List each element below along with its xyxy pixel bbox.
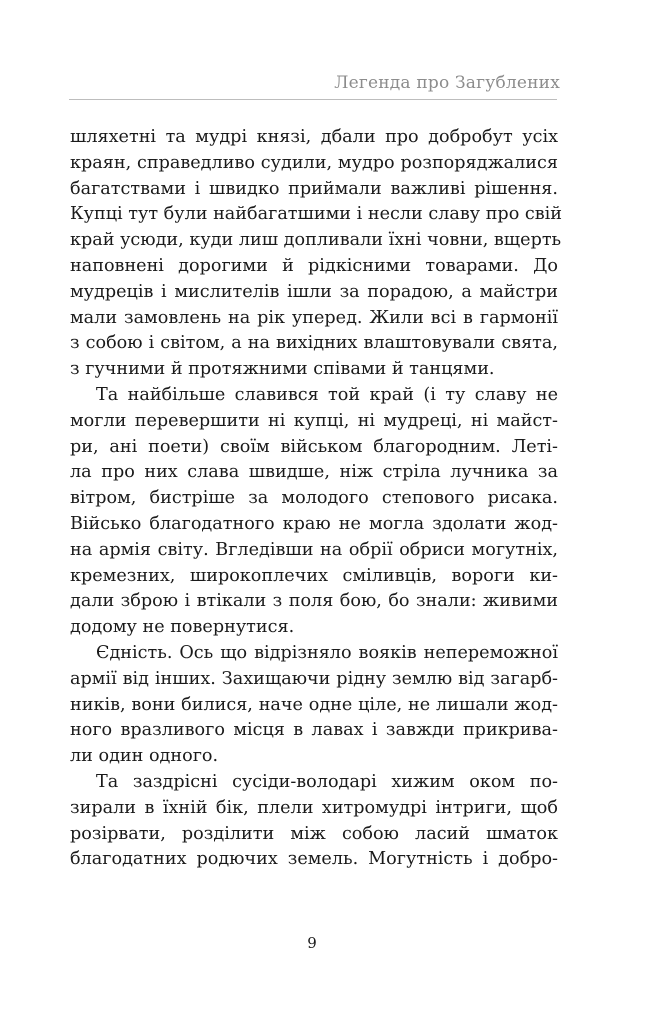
text-line: мали замовлень на рік уперед. Жили всі в гармонії (70, 307, 558, 328)
text-line: з собою і світом, а на вихідних влаштовували свята, (70, 333, 558, 354)
text-line: благодатних родючих земель. Могутність і добро- (70, 849, 558, 870)
page-number: 9 (307, 934, 317, 952)
body-text (70, 125, 562, 873)
header-rule (69, 99, 557, 100)
text-line: додому не повернутися. (70, 617, 295, 638)
text-line: вітром, бистріше за молодого степового рисака. (70, 488, 558, 509)
text-line: з гучними й протяжними співами й танцями. (70, 359, 495, 380)
text-line: Військо благодатного краю не могла здолати жод- (70, 513, 558, 534)
text-line: дали зброю і втікали з поля бою, бо знали: живими (70, 591, 558, 612)
text-line: ри, ані поети) своїм військом благородним. Леті- (70, 436, 558, 457)
text-line: Та найбільше славився той край (і ту славу не (96, 384, 558, 405)
text-line: Купці тут були найбагатшими і несли славу про свій (70, 204, 562, 225)
paragraph (70, 641, 558, 770)
paragraph (70, 770, 558, 873)
text-line: шляхетні та мудрі князі, дбали про добробут усіх (70, 127, 558, 147)
text-line: армії від інших. Захищаючи рідну землю від загарб- (70, 668, 558, 689)
text-line: зирали в їхній бік, плели хитромудрі інтриги, щоб (70, 797, 558, 818)
running-header: Легенда про Загублених (334, 73, 560, 93)
text-line: кремезних, широкоплечих сміливців, вороги ки- (70, 565, 558, 586)
text-line: на армія світу. Вгледівши на обрії обриси могутніх, (70, 539, 558, 560)
text-line: наповнені дорогими й рідкісними товарами. До (70, 255, 558, 276)
text-line: ли один одного. (70, 746, 219, 767)
text-line: мудреців і мислителів ішли за порадою, а майстри (70, 281, 558, 302)
text-line: ників, вони билися, наче одне ціле, не лишали жод- (70, 694, 558, 715)
paragraph (70, 383, 558, 641)
text-line: розірвати, розділити між собою ласий шматок (70, 823, 558, 844)
text-line: ного вразливого місця в лавах і завжди прикрива- (70, 720, 558, 741)
text-line: могли перевершити ні купці, ні мудреці, ні майст- (70, 410, 558, 431)
text-line: край усюди, куди лиш допливали їхні човни, вщерть (70, 230, 562, 251)
text-line: краян, справедливо судили, мудро розпоряджалися (70, 152, 558, 173)
text-line: Єдність. Ось що відрізняло вояків непереможної (96, 642, 558, 663)
text-line: Та заздрісні сусіди-володарі хижим оком по- (96, 771, 558, 792)
text-line: багатствами і швидко приймали важливі рішення. (70, 178, 558, 199)
text-line: ла про них слава швидше, ніж стріла лучника за (70, 462, 558, 483)
paragraph (70, 125, 562, 383)
